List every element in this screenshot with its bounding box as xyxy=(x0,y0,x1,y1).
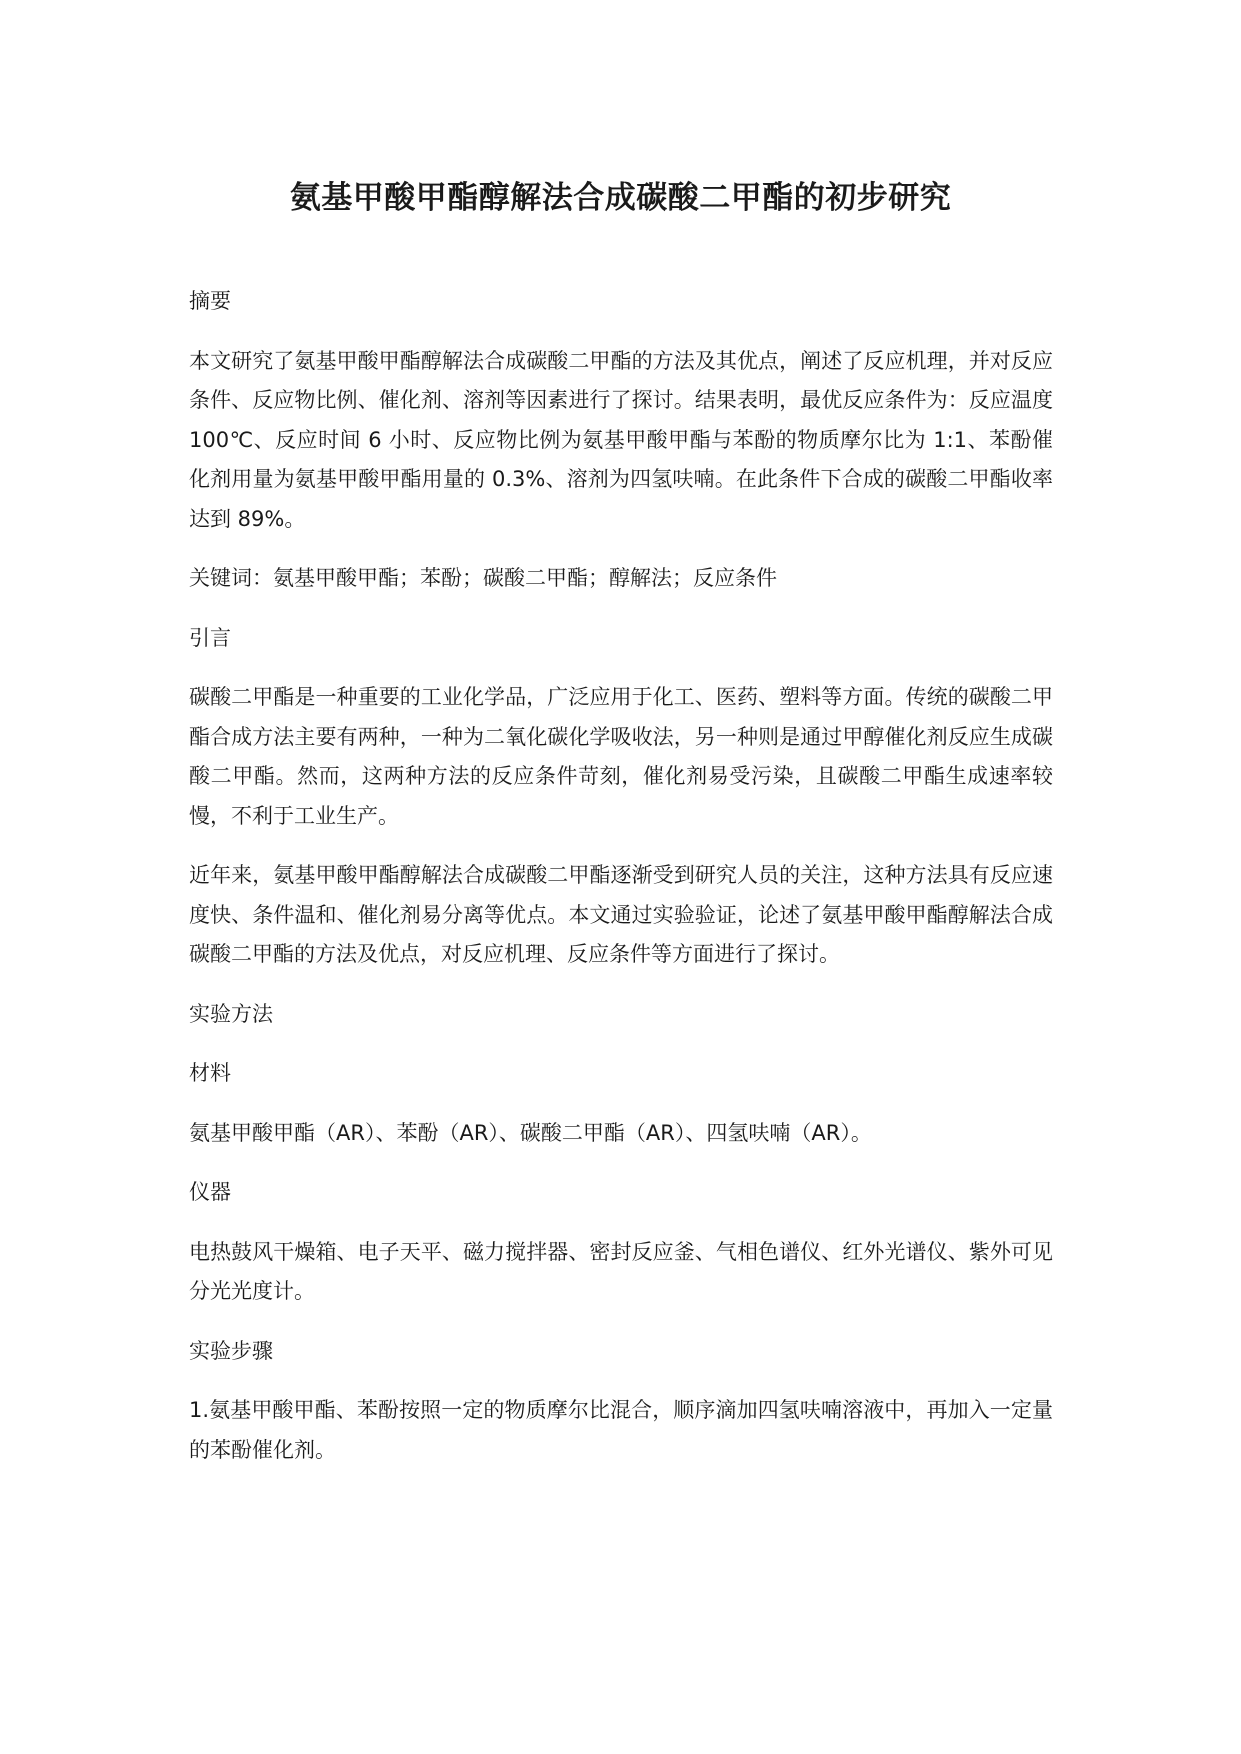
instruments-heading: 仪器 xyxy=(189,1180,231,1204)
steps-heading: 实验步骤 xyxy=(189,1338,273,1363)
document-title: 氨基甲酸甲酯醇解法合成碳酸二甲酯的初步研究 xyxy=(289,180,952,216)
abstract-heading: 摘要 xyxy=(189,289,231,313)
method-heading: 实验方法 xyxy=(189,1001,273,1026)
document-body xyxy=(189,282,1053,1490)
instruments-text: 电热鼓风干燥箱、电子天平、磁力搅拌器、密封反应釜、气相色谱仪、红外光谱仪、紫外可见分光光度计。 xyxy=(189,1239,1053,1303)
materials-text: 氨基甲酸甲酯（AR）、苯酚（AR）、碳酸二甲酯（AR）、四氢呋喃（AR）。 xyxy=(189,1120,872,1145)
keywords-line: 关键词：氨基甲酸甲酯；苯酚；碳酸二甲酯；醇解法；反应条件 xyxy=(189,566,777,590)
intro-heading: 引言 xyxy=(189,625,231,650)
abstract-text: 本文研究了氨基甲酸甲酯醇解法合成碳酸二甲酯的方法及其优点，阐述了反应机理，并对反应条件、反应物比例、催化剂、溶剂等因素进行了探讨。结果表明，最优反应条件为：反应温度 100℃、反应时间 6 小时、反应物比例为氨基甲酸甲酯与苯酚的物质摩尔比为 1:1、苯酚催化剂用量为氨基甲酸甲酯用量的 0.3%、溶剂为四氢呋喃。在此条件下合成的碳酸二甲酯收率达到 89%。 xyxy=(189,348,1053,531)
intro-paragraph-2: 近年来，氨基甲酸甲酯醇解法合成碳酸二甲酯逐渐受到研究人员的关注，这种方法具有反应速度快、条件温和、催化剂易分离等优点。本文通过实验验证，论述了氨基甲酸甲酯醇解法合成碳酸二甲酯的方法及优点，对反应机理、反应条件等方面进行了探讨。 xyxy=(189,863,1053,966)
step-1-text: 1.氨基甲酸甲酯、苯酚按照一定的物质摩尔比混合，顺序滴加四氢呋喃溶液中，再加入一定量的苯酚催化剂。 xyxy=(189,1398,1053,1462)
intro-paragraph-1: 碳酸二甲酯是一种重要的工业化学品，广泛应用于化工、医药、塑料等方面。传统的碳酸二甲酯合成方法主要有两种，一种为二氧化碳化学吸收法，另一种则是通过甲醇催化剂反应生成碳酸二甲酯。然而，这两种方法的反应条件苛刻，催化剂易受污染，且碳酸二甲酯生成速率较慢，不利于工业生产。 xyxy=(189,685,1053,828)
materials-heading: 材料 xyxy=(189,1061,231,1085)
